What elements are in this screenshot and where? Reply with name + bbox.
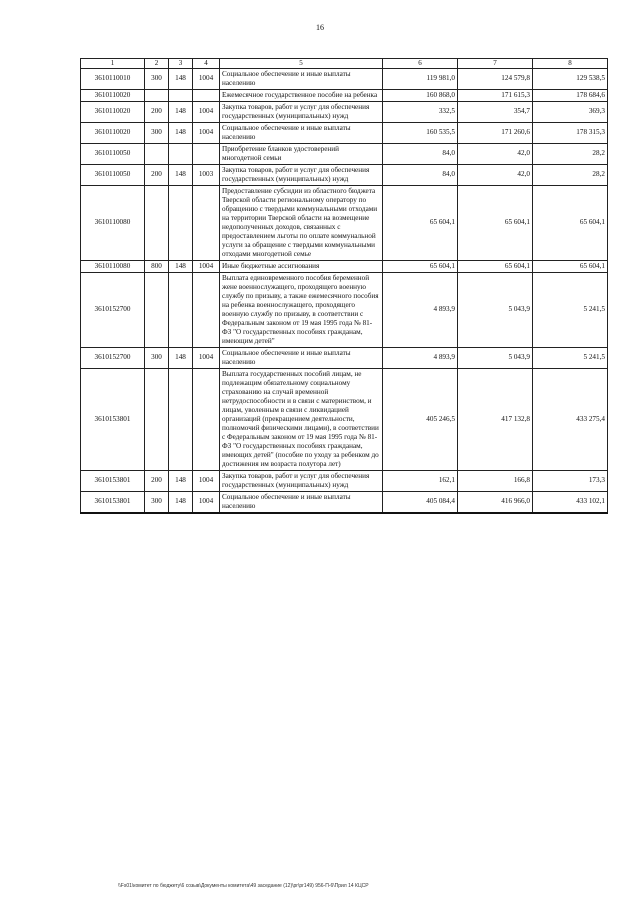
value-2021-cell: 332,5	[383, 101, 458, 122]
vr-cell: 200	[145, 101, 169, 122]
value-2023-cell: 5 241,5	[533, 272, 608, 347]
value-2023-cell: 65 604,1	[533, 185, 608, 260]
pr-cell	[193, 143, 220, 164]
column-header: 1	[81, 59, 145, 69]
header-row	[81, 59, 608, 69]
value-2021-cell: 65 604,1	[383, 185, 458, 260]
code-cell: 3610110020	[81, 101, 145, 122]
pr-cell	[193, 89, 220, 101]
description-cell: Иные бюджетные ассигнования	[220, 260, 383, 272]
value-2023-cell: 28,2	[533, 143, 608, 164]
rz-cell	[169, 89, 193, 101]
value-2022-cell: 417 132,8	[458, 368, 533, 470]
pr-cell: 1004	[193, 101, 220, 122]
pr-cell: 1004	[193, 491, 220, 513]
code-cell: 3610110020	[81, 122, 145, 143]
table-row	[81, 101, 608, 122]
column-header: 7	[458, 59, 533, 69]
code-cell: 3610153801	[81, 491, 145, 513]
rz-cell	[169, 185, 193, 260]
vr-cell	[145, 143, 169, 164]
pr-cell: 1004	[193, 260, 220, 272]
value-2023-cell: 433 102,1	[533, 491, 608, 513]
vr-cell: 800	[145, 260, 169, 272]
value-2023-cell: 178 315,3	[533, 122, 608, 143]
pr-cell: 1004	[193, 470, 220, 491]
code-cell: 3610110080	[81, 185, 145, 260]
column-header: 2	[145, 59, 169, 69]
code-cell: 3610152700	[81, 347, 145, 368]
value-2021-cell: 160 535,5	[383, 122, 458, 143]
value-2022-cell: 124 579,8	[458, 68, 533, 89]
value-2022-cell: 166,8	[458, 470, 533, 491]
value-2021-cell: 405 246,5	[383, 368, 458, 470]
column-header: 6	[383, 59, 458, 69]
value-2022-cell: 5 043,9	[458, 347, 533, 368]
table-row	[81, 143, 608, 164]
description-cell: Социальное обеспечение и иные выплаты населению	[220, 68, 383, 89]
value-2022-cell: 416 966,0	[458, 491, 533, 513]
description-cell: Выплата единовременного пособия беременной жене военнослужащего, проходящего военную службу по призыву, а также ежемесячного пособия на ребенка военнослужащего, проходящего военную службу по призыву, в соответствии с Федеральным законом от 19 мая 1995 года № 81-ФЗ "О государственных пособиях гражданам, имеющим детей"	[220, 272, 383, 347]
rz-cell	[169, 368, 193, 470]
pr-cell: 1004	[193, 122, 220, 143]
vr-cell	[145, 368, 169, 470]
value-2021-cell: 405 084,4	[383, 491, 458, 513]
value-2021-cell: 160 868,0	[383, 89, 458, 101]
value-2021-cell: 162,1	[383, 470, 458, 491]
value-2021-cell: 119 981,0	[383, 68, 458, 89]
rz-cell: 148	[169, 260, 193, 272]
table-row	[81, 470, 608, 491]
code-cell: 3610110080	[81, 260, 145, 272]
value-2022-cell: 65 604,1	[458, 185, 533, 260]
table-row	[81, 122, 608, 143]
footer-file-path: \\Fs01\комитет по бюджету\6 созыв\Документы комитета\49 заседание (12)\pr\pr149) 956-П-6\Прил 14 КЦСР	[118, 883, 369, 889]
vr-cell: 300	[145, 122, 169, 143]
column-header: 4	[193, 59, 220, 69]
table-row	[81, 164, 608, 185]
code-cell: 3610153801	[81, 368, 145, 470]
code-cell: 3610110050	[81, 164, 145, 185]
description-cell: Предоставление субсидии из областного бюджета Тверской области региональному оператору по обращению с твердыми коммунальными отходами на территории Тверской области на возмещение недополученных доходов, связанных с предоставлением льготы по оплате коммунальной услуги за обращение с твердыми коммунальными отходами многодетной семье	[220, 185, 383, 260]
value-2022-cell: 42,0	[458, 164, 533, 185]
description-cell: Закупка товаров, работ и услуг для обеспечения государственных (муниципальных) нужд	[220, 101, 383, 122]
value-2022-cell: 354,7	[458, 101, 533, 122]
page-number: 16	[316, 23, 324, 32]
vr-cell: 300	[145, 347, 169, 368]
description-cell: Социальное обеспечение и иные выплаты населению	[220, 122, 383, 143]
value-2022-cell: 171 260,6	[458, 122, 533, 143]
value-2023-cell: 433 275,4	[533, 368, 608, 470]
vr-cell: 200	[145, 164, 169, 185]
code-cell: 3610153801	[81, 470, 145, 491]
value-2023-cell: 178 684,6	[533, 89, 608, 101]
value-2022-cell: 5 043,9	[458, 272, 533, 347]
pr-cell	[193, 272, 220, 347]
table-row	[81, 347, 608, 368]
code-cell: 3610110050	[81, 143, 145, 164]
description-cell: Закупка товаров, работ и услуг для обеспечения государственных (муниципальных) нужд	[220, 164, 383, 185]
description-cell: Приобретение бланков удостоверений многодетной семьи	[220, 143, 383, 164]
code-cell: 3610110020	[81, 89, 145, 101]
value-2021-cell: 65 604,1	[383, 260, 458, 272]
description-cell: Ежемесячное государственное пособие на ребенка	[220, 89, 383, 101]
column-header: 8	[533, 59, 608, 69]
vr-cell	[145, 185, 169, 260]
rz-cell: 148	[169, 122, 193, 143]
value-2021-cell: 84,0	[383, 164, 458, 185]
pr-cell: 1003	[193, 164, 220, 185]
value-2021-cell: 4 893,9	[383, 347, 458, 368]
table-row	[81, 491, 608, 513]
rz-cell: 148	[169, 491, 193, 513]
value-2023-cell: 369,3	[533, 101, 608, 122]
description-cell: Закупка товаров, работ и услуг для обеспечения государственных (муниципальных) нужд	[220, 470, 383, 491]
table-row	[81, 272, 608, 347]
rz-cell: 148	[169, 164, 193, 185]
pr-cell	[193, 185, 220, 260]
table-row	[81, 368, 608, 470]
description-cell: Выплата государственных пособий лицам, не подлежащим обязательному социальному страхованию на случай временной нетрудоспособности и в связи с материнством, и лицам, уволенным в связи с ликвидацией организаций (прекращением деятельности, полномочий физическими лицами), в соответствии с Федеральным законом от 19 мая 1995 года № 81-ФЗ "О государственных пособиях гражданам, имеющих детей" (пособие по уходу за ребенком до достижения им возраста полутора лет)	[220, 368, 383, 470]
rz-cell: 148	[169, 347, 193, 368]
column-header: 3	[169, 59, 193, 69]
value-2023-cell: 5 241,5	[533, 347, 608, 368]
budget-table	[80, 58, 608, 514]
description-cell: Социальное обеспечение и иные выплаты населению	[220, 491, 383, 513]
table-row	[81, 68, 608, 89]
vr-cell	[145, 89, 169, 101]
table-row	[81, 260, 608, 272]
rz-cell: 148	[169, 101, 193, 122]
column-header: 5	[220, 59, 383, 69]
rz-cell	[169, 143, 193, 164]
vr-cell: 200	[145, 470, 169, 491]
value-2022-cell: 42,0	[458, 143, 533, 164]
vr-cell: 300	[145, 491, 169, 513]
description-cell: Социальное обеспечение и иные выплаты населению	[220, 347, 383, 368]
code-cell: 3610152700	[81, 272, 145, 347]
table-row	[81, 185, 608, 260]
code-cell: 3610110010	[81, 68, 145, 89]
rz-cell: 148	[169, 68, 193, 89]
value-2021-cell: 84,0	[383, 143, 458, 164]
value-2023-cell: 129 538,5	[533, 68, 608, 89]
value-2022-cell: 171 615,3	[458, 89, 533, 101]
value-2023-cell: 28,2	[533, 164, 608, 185]
table-row	[81, 89, 608, 101]
value-2023-cell: 173,3	[533, 470, 608, 491]
pr-cell: 1004	[193, 68, 220, 89]
vr-cell	[145, 272, 169, 347]
rz-cell: 148	[169, 470, 193, 491]
value-2021-cell: 4 893,9	[383, 272, 458, 347]
rz-cell	[169, 272, 193, 347]
pr-cell: 1004	[193, 347, 220, 368]
vr-cell: 300	[145, 68, 169, 89]
value-2022-cell: 65 604,1	[458, 260, 533, 272]
pr-cell	[193, 368, 220, 470]
value-2023-cell: 65 604,1	[533, 260, 608, 272]
